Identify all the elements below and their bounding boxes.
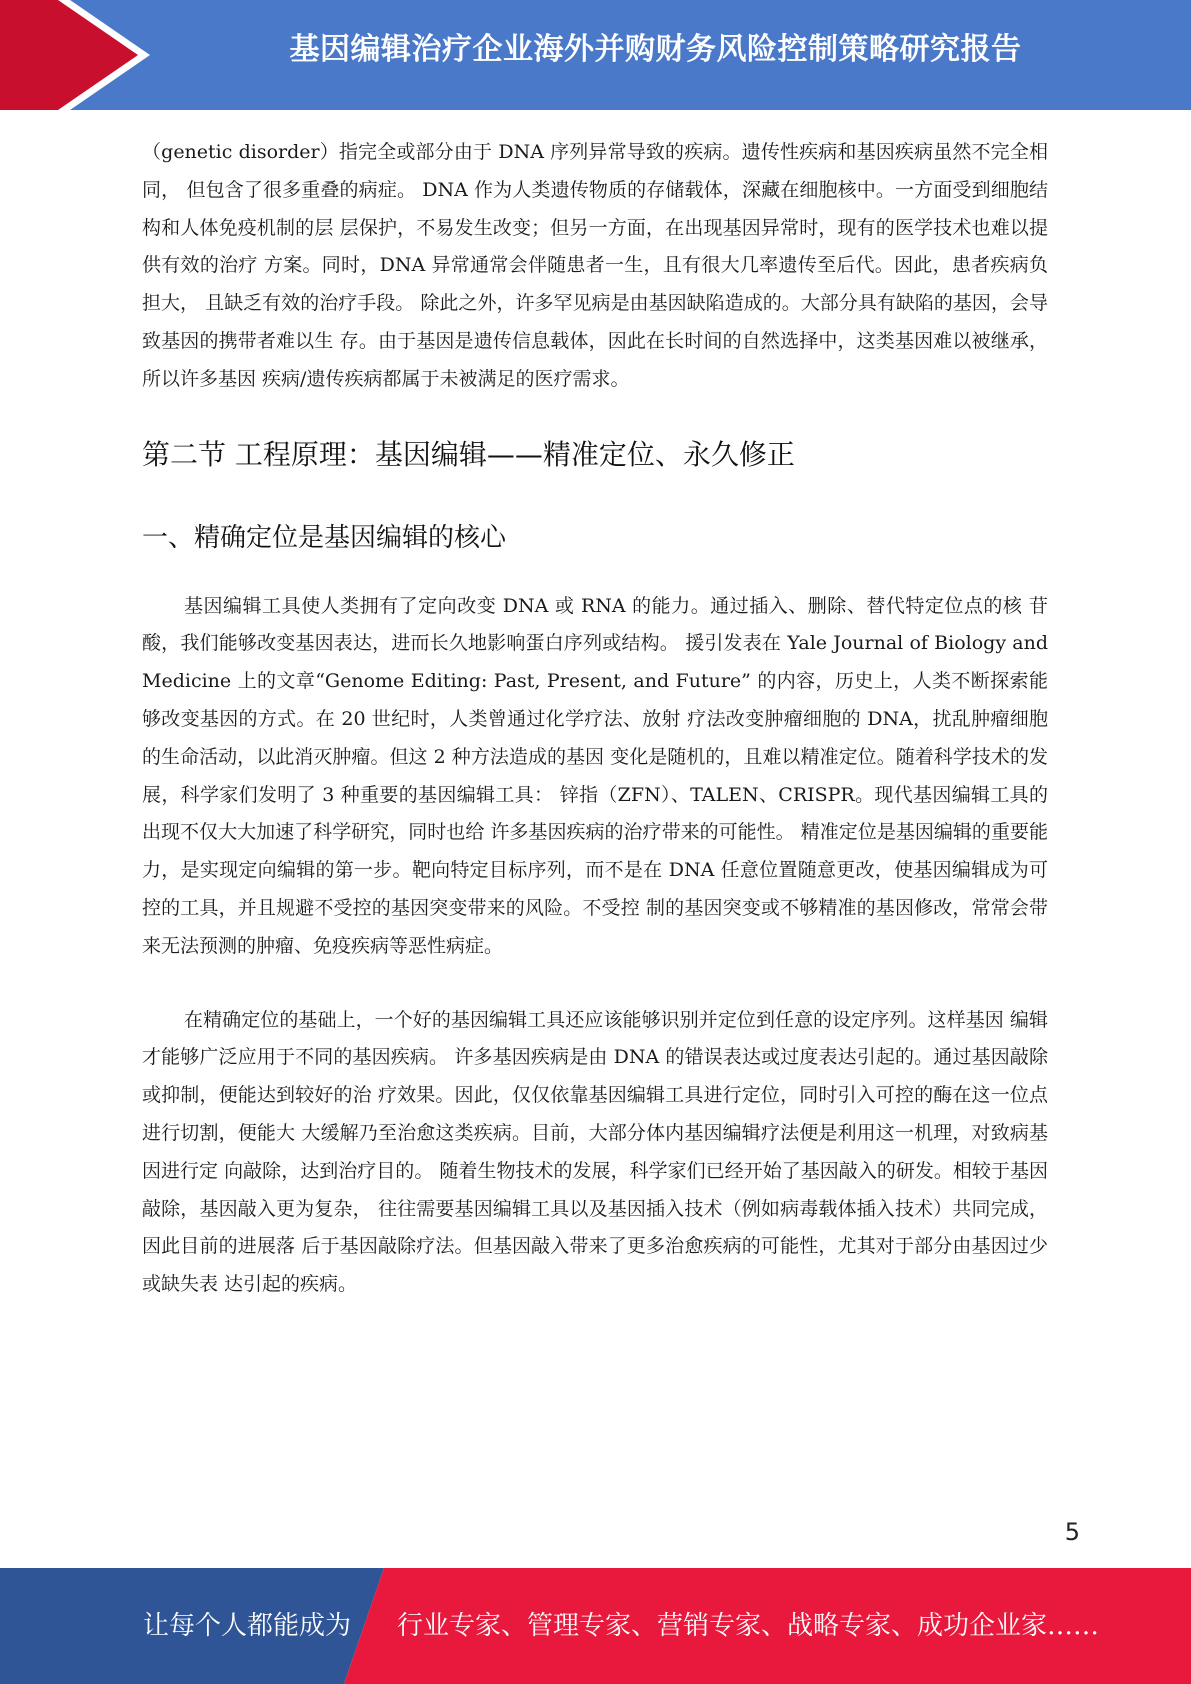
- footer-slogan-right: 行业专家、管理专家、营销专家、战略专家、成功企业家……: [397, 1611, 1100, 1641]
- page-number: 5: [1064, 1518, 1080, 1546]
- header-arrow-icon: [0, 0, 160, 110]
- intro-paragraph: （genetic disorder）指完全或部分由于 DNA 序列异常导致的疾病。遗传性疾病和基因疾病虽然不完全相同， 但包含了很多重叠的病症。 DNA 作为人类遗传物质的存储载体，深藏在细胞核中。一方面受到细胞结构和人体免疫机制的层 层保护，不易发生改变；但另一方面，在出现基因异常时，现有的医学技术也难以提供有效的治疗 方案。同时，DNA 异常通常会伴随患者一生，且有很大几率遗传至后代。因此，患者疾病负担大， 且缺乏有效的治疗手段。 除此之外，许多罕见病是由基因缺陷造成的。大部分具有缺陷的基因，会导致基因的携带者难以生 存。由于基因是遗传信息载体，因此在长时间的自然选择中，这类基因难以被继承，所以许多基因 疾病/遗传疾病都属于未被满足的医疗需求。: [142, 141, 1048, 390]
- main-content: [142, 134, 1048, 1304]
- report-title: 基因编辑治疗企业海外并购财务风险控制策略研究报告: [289, 32, 1022, 67]
- footer-slogan-left: 让每个人都能成为: [143, 1611, 352, 1641]
- page-header: [0, 0, 1191, 110]
- body-paragraph: 基因编辑工具使人类拥有了定向改变 DNA 或 RNA 的能力。通过插入、删除、替代特定位点的核 苷酸，我们能够改变基因表达，进而长久地影响蛋白序列或结构。 援引发表在 Yale Journal of Biology and Medicine 上的文章“Genome Editing: Past, Present, and Future” 的内容，历史上，人类不断探索能够改变基因的方式。在 20 世纪时，人类曾通过化学疗法、放射 疗法改变肿瘤细胞的 DNA，扰乱肿瘤细胞的生命活动，以此消灭肿瘤。但这 2 种方法造成的基因 变化是随机的，且难以精准定位。随着科学技术的发展，科学家们发明了 3 种重要的基因编辑工具： 锌指（ZFN）、TALEN、CRISPR。现代基因编辑工具的出现不仅大大加速了科学研究，同时也给 许多基因疾病的治疗带来的可能性。 精准定位是基因编辑的重要能力，是实现定向编辑的第一步。靶向特定目标序列，而不是在 DNA 任意位置随意更改，使基因编辑成为可控的工具，并且规避不受控的基因突变带来的风险。不受控 制的基因突变或不够精准的基因修改，常常会带来无法预测的肿瘤、免疫疾病等恶性病症。: [142, 594, 1048, 957]
- section-title: 第二节 工程原理：基因编辑——精准定位、永久修正: [142, 437, 795, 471]
- page-footer: [0, 1568, 1191, 1684]
- body-paragraph: 在精确定位的基础上，一个好的基因编辑工具还应该能够识别并定位到任意的设定序列。这样基因 编辑才能够广泛应用于不同的基因疾病。 许多基因疾病是由 DNA 的错误表达或过度表达引起的。通过基因敲除或抑制，便能达到较好的治 疗效果。因此，仅仅依靠基因编辑工具进行定位，同时引入可控的酶在这一位点进行切割，便能大 大缓解乃至治愈这类疾病。目前，大部分体内基因编辑疗法便是利用这一机理，对致病基因进行定 向敲除，达到治疗目的。 随着生物技术的发展，科学家们已经开始了基因敲入的研发。相较于基因敲除，基因敲入更为复杂， 往往需要基因编辑工具以及基因插入技术（例如病毒载体插入技术）共同完成，因此目前的进展落 后于基因敲除疗法。但基因敲入带来了更多治愈疾病的可能性，尤其对于部分由基因过少或缺失表 达引起的疾病。: [142, 1008, 1048, 1296]
- subsection-title: 一、精确定位是基因编辑的核心: [142, 522, 507, 553]
